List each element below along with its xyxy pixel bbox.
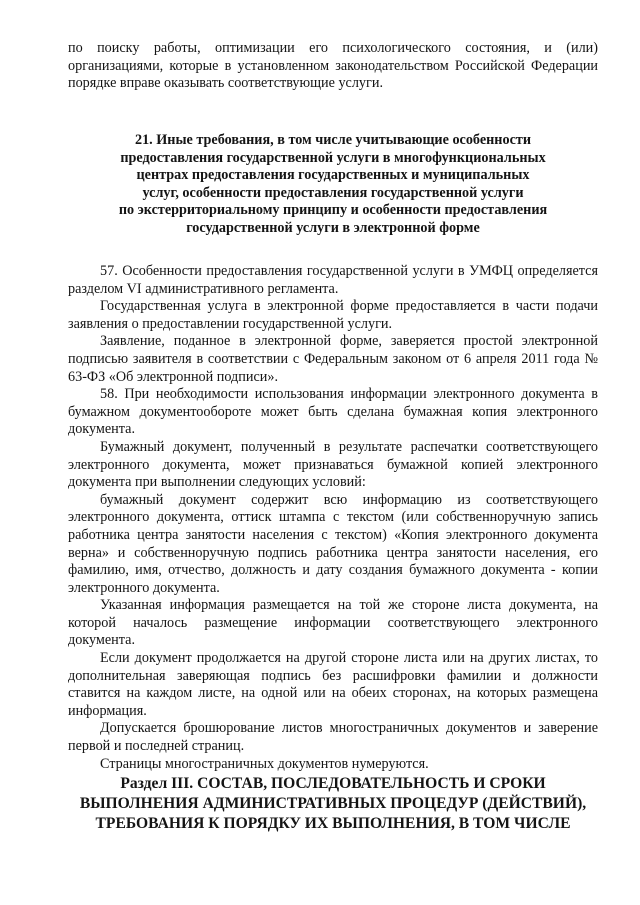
heading-line: 21. Иные требования, в том числе учитывающие особенности (134, 132, 532, 148)
heading-line: ВЫПОЛНЕНИЯ АДМИНИСТРАТИВНЫХ ПРОЦЕДУР (ДЕЙСТВИЙ), (79, 795, 587, 812)
heading-line: Раздел III. СОСТАВ, ПОСЛЕДОВАТЕЛЬНОСТЬ И СРОКИ (120, 775, 546, 792)
section-3-heading (68, 774, 598, 834)
paragraph-paper-document: Бумажный документ, полученный в результате распечатки соответствующего электронного документа, может признаваться бумажной копией электронного документа при выполнении следующих условий: (68, 438, 598, 491)
heading-line: по экстерриториальному принципу и особенности предоставления (118, 202, 548, 219)
heading-line: предоставления государственной услуги в многофункциональных (120, 149, 546, 166)
heading-line: центрах предоставления государственных и муниципальных (136, 167, 530, 184)
paragraph-placement: Указанная информация размещается на той же стороне листа документа, на которой началось размещение информации соответствующего электронного документа. (68, 597, 598, 649)
heading-line: ТРЕБОВАНИЯ К ПОРЯДКУ ИХ ВЫПОЛНЕНИЯ, В ТОМ ЧИСЛЕ (95, 815, 571, 832)
section-21-heading (68, 132, 598, 238)
paragraph-58: 58. При необходимости использования информации электронного документа в бумажном документообороте может быть сделана бумажная копия электронного документа. (68, 386, 598, 438)
paragraph-signature: Заявление, поданное в электронной форме, заверяется простой электронной подписью заявителя в соответствии с Федеральным законом от 6 апреля 2011 года № 63-ФЗ «Об электронной подписи». (68, 333, 598, 385)
heading-line: государственной услуги в электронной форме (186, 219, 480, 236)
paragraph-electronic-form: Государственная услуга в электронной форме предоставляется в части подачи заявления о предоставлении государственной услуги. (68, 298, 598, 332)
paragraph-57: 57. Особенности предоставления государственной услуги в УМФЦ определяется разделом VI административного регламента. (68, 263, 598, 297)
section-21-body (68, 263, 598, 773)
paragraph-numbering: Страницы многостраничных документов нумеруются. (100, 755, 429, 772)
intro-block (68, 40, 598, 93)
paragraph-binding: Допускается брошюрование листов многостраничных документов и заверение первой и последней страниц. (68, 720, 598, 755)
paragraph-conditions: бумажный документ содержит всю информацию из соответствующего электронного документа, оттиск штампа с текстом (или собственноручную запись работника центра занятости населения с текстом) «Копия электронного документа верна» и собственноручную подпись работника центра занятости населения, его фамилию, имя, отчество, должность и дату создания бумажного документа - копии электронного документа. (68, 491, 598, 596)
intro-paragraph: по поиску работы, оптимизации его психологического состояния, и (или) организациями, которые в установленном законодательством Российской Федерации порядке вправе оказывать соответствующие услуги. (68, 40, 598, 92)
paragraph-continuation: Если документ продолжается на другой стороне листа или на других листах, то дополнительная заверяющая подпись без расшифровки фамилии и должности ставится на каждом листе, на одной или на обеих сторонах, на которых размещена информация. (68, 650, 598, 719)
heading-line: услуг, особенности предоставления государственной услуги (142, 184, 524, 201)
